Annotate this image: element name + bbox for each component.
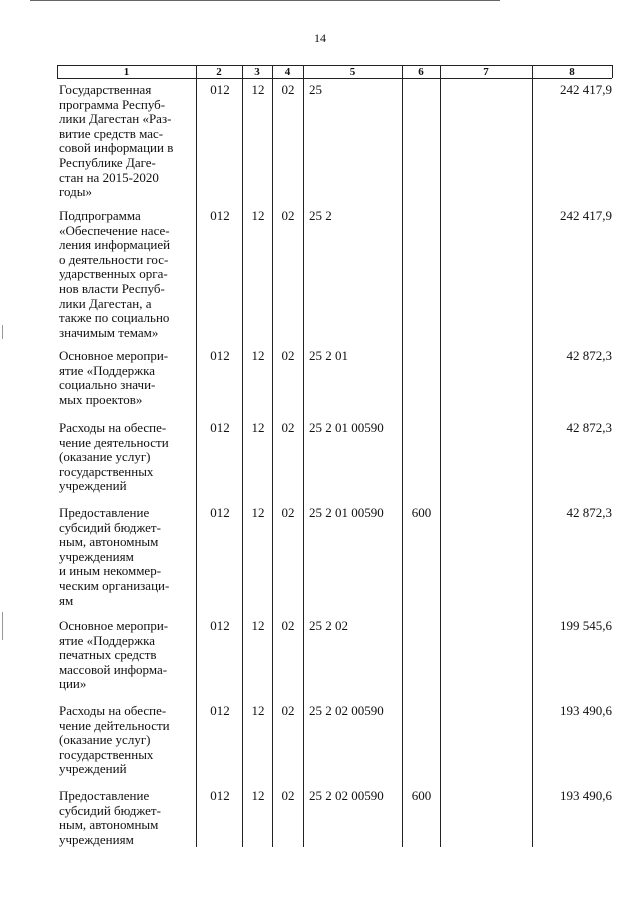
row-sum: 42 872,3 <box>566 348 612 363</box>
column-header: 3 <box>254 66 260 78</box>
column-divider <box>272 65 273 847</box>
row-pr: 02 <box>281 208 295 223</box>
row-sum: 242 417,9 <box>560 82 612 97</box>
page-number: 14 <box>314 31 326 45</box>
row-pr: 02 <box>281 420 295 435</box>
row-name: Расходы на обеспе- чение деятельности (оказание услуг) государственных учреждений <box>59 420 169 494</box>
column-divider <box>612 65 613 78</box>
row-csr: 25 2 02 <box>309 618 348 633</box>
row-rz: 12 <box>251 618 265 633</box>
row-vr: 600 <box>411 505 432 520</box>
column-header: 4 <box>284 66 291 78</box>
row-name: Предоставление субсидий бюджет- ным, автономным учреждениям и иным некоммер- ческим организаци- ям <box>59 505 170 608</box>
row-name: Государственная программа Респуб- лики Дагестан «Раз- витие средств мас- совой информации в Республике Даге- стан на 2015-2020 годы» <box>59 82 174 200</box>
row-name: Расходы на обеспе- чение дейтельности (оказание услуг) государственных учреждений <box>59 703 170 777</box>
row-csr: 25 2 02 00590 <box>309 788 384 803</box>
column-header: 7 <box>483 66 489 78</box>
row-rz: 12 <box>251 420 265 435</box>
row-ved: 012 <box>210 703 230 718</box>
header-bottom-border <box>57 78 612 79</box>
row-sum: 199 545,6 <box>560 618 612 633</box>
row-pr: 02 <box>281 618 295 633</box>
row-sum: 242 417,9 <box>560 208 612 223</box>
scan-margin-mark <box>2 612 3 640</box>
row-name: Подпрограмма «Обеспечение насе- ления информацией о деятельности гос- ударственных орга- нов власти Респуб- лики Дагестан, а также по социально значимым темам» <box>59 208 171 340</box>
row-pr: 02 <box>281 703 295 718</box>
column-divider <box>532 65 533 847</box>
column-header: 2 <box>216 66 222 78</box>
row-name: Предоставление субсидий бюджет- ным, автономным учреждениям <box>59 788 161 847</box>
row-ved: 012 <box>210 420 230 435</box>
column-header: 5 <box>349 66 356 78</box>
row-name: Основное меропри- ятие «Поддержка печатных средств массовой информа- ции» <box>59 618 169 692</box>
row-pr: 02 <box>281 348 295 363</box>
column-divider <box>440 65 441 847</box>
row-vr: 600 <box>411 788 432 803</box>
row-ved: 012 <box>210 208 230 223</box>
row-sum: 193 490,6 <box>560 788 612 803</box>
row-ved: 012 <box>210 348 230 363</box>
row-ved: 012 <box>210 788 230 803</box>
row-ved: 012 <box>210 505 230 520</box>
column-header: 6 <box>418 66 424 78</box>
row-rz: 12 <box>251 703 265 718</box>
row-name: Основное меропри- ятие «Поддержка социально значи- мых проектов» <box>59 348 169 407</box>
row-csr: 25 <box>309 82 322 97</box>
row-sum: 193 490,6 <box>560 703 612 718</box>
row-csr: 25 2 01 00590 <box>309 420 384 435</box>
row-csr: 25 2 01 <box>309 348 348 363</box>
row-rz: 12 <box>251 82 265 97</box>
row-pr: 02 <box>281 82 295 97</box>
row-pr: 02 <box>281 788 295 803</box>
row-rz: 12 <box>251 208 265 223</box>
column-divider <box>242 65 243 847</box>
row-rz: 12 <box>251 505 265 520</box>
top-edge-line <box>30 0 500 1</box>
row-ved: 012 <box>210 618 230 633</box>
scan-margin-mark <box>2 325 3 339</box>
row-ved: 012 <box>210 82 230 97</box>
column-divider <box>303 65 304 847</box>
row-rz: 12 <box>251 788 265 803</box>
row-csr: 25 2 01 00590 <box>309 505 384 520</box>
column-divider <box>196 65 197 847</box>
row-sum: 42 872,3 <box>566 505 612 520</box>
row-csr: 25 2 <box>309 208 332 223</box>
row-rz: 12 <box>251 348 265 363</box>
row-pr: 02 <box>281 505 295 520</box>
column-divider <box>402 65 403 847</box>
row-sum: 42 872,3 <box>566 420 612 435</box>
row-csr: 25 2 02 00590 <box>309 703 384 718</box>
column-header: 8 <box>569 66 575 78</box>
column-header: 1 <box>123 66 130 78</box>
